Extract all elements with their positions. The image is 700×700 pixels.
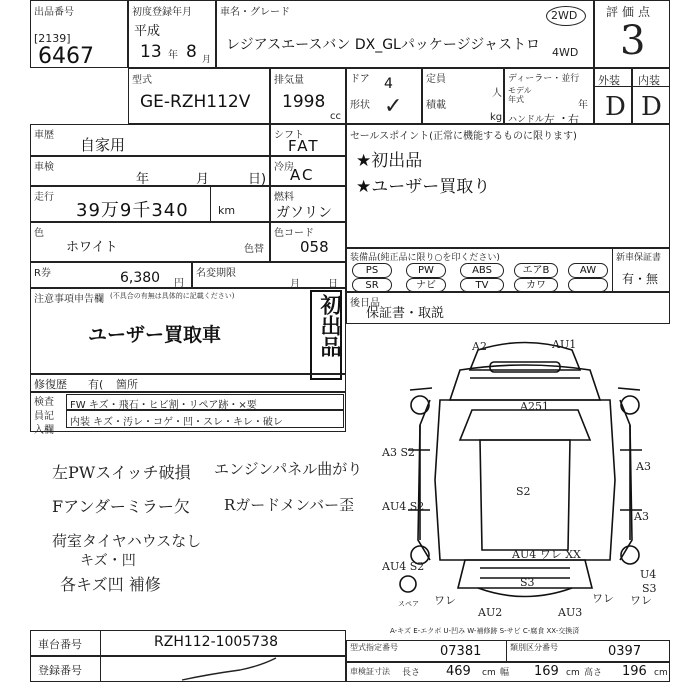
shape-label: 形状 (350, 100, 370, 111)
diagram-mark-crack-left: ワレ (434, 594, 456, 607)
chassis-label: 車台番号 (38, 638, 82, 651)
designation-label: 型式指定番号 (350, 643, 398, 652)
diagram-mark-a3-right: A3 (636, 460, 651, 473)
exterior-value: D (605, 92, 626, 122)
ac-label: 冷房 (274, 162, 294, 173)
equip-pw: PW (406, 263, 446, 278)
capacity-unit: 人 (492, 88, 502, 99)
height-value: 196 (622, 664, 647, 679)
score-value: 3 (620, 18, 646, 64)
diagram-mark-s3-center: S3 (520, 576, 535, 589)
tax-month: 月 (290, 279, 300, 290)
hw-note-2: Fアンダーミラー欠 (52, 497, 190, 516)
mileage-unit-divider (210, 186, 211, 222)
equipment-label: 装備品(純正品に限り○を印ください) (350, 253, 500, 263)
equip-tv: TV (460, 278, 504, 292)
history-box (30, 124, 270, 156)
interior-value: D (641, 92, 662, 122)
model-year-unit: 年 (578, 100, 588, 111)
warranty-divider (612, 248, 613, 292)
recycle-box (30, 262, 192, 288)
mileage-value: 39万9千340 (76, 200, 189, 221)
recycle-unit: 円 (174, 278, 184, 289)
hw-note-3: 荷室タイヤハウスなし (52, 532, 202, 550)
doors-label: ドア (350, 74, 370, 85)
designation-value: 07381 (440, 644, 482, 659)
legend: A-キズ E-エクボ U-凹み W-補修跡 S-サビ C-腐食 XX-交換済 (390, 627, 580, 635)
inspection-box (30, 156, 270, 186)
color-change-label: 色替 (244, 244, 264, 255)
diagram-mark-a3-s2-left: A3 S2 (382, 446, 415, 459)
category-label: 類別区分番号 (510, 643, 558, 652)
reg-year-unit: 年 (168, 50, 178, 61)
reg-label: 登録番号 (38, 664, 82, 677)
load-label: 積載 (426, 100, 446, 111)
notes-label: 注意事項申告欄 (34, 294, 104, 305)
sales-label: セールスポイント(正常に機能するものに限ります) (350, 131, 577, 142)
width-label: 幅 (500, 668, 510, 678)
mileage-unit: km (218, 204, 236, 217)
diagram-mark-au4-s2-left: AU4 S2 (382, 500, 425, 513)
displacement-unit: cc (330, 111, 341, 122)
hw-note-4: キズ・凹 (80, 553, 136, 569)
doors-value: 4 (384, 76, 393, 92)
diagram-mark-a251: A251 (520, 400, 549, 413)
inspector-check-row2: 内装 キズ・汚レ・コゲ・凹・スレ・キレ・破レ (70, 417, 283, 428)
warranty-label: 新車保証書 (616, 253, 662, 263)
equip-ps: PS (352, 263, 392, 278)
exterior-label: 外装 (598, 74, 620, 87)
type-value: GE-RZH112V (140, 92, 251, 112)
equip-navi: ナビ (406, 278, 446, 292)
hw-note-6: エンジンパネル曲がり (214, 460, 363, 478)
color-label: 色 (34, 228, 44, 239)
equip-sr: SR (352, 278, 392, 292)
shift-label: シフト (274, 130, 304, 141)
drive-4wd: 4WD (552, 46, 579, 59)
diagram-mark-au1: AU1 (552, 338, 577, 351)
equip-abs: ABS (460, 263, 504, 278)
recycle-label: R券 (34, 268, 51, 279)
equip-blank (568, 278, 608, 292)
shape-value: ✓ (384, 94, 403, 119)
inspection-month: 月 (196, 172, 210, 187)
equip-aw: AW (568, 263, 608, 278)
mileage-label: 走行 (34, 192, 54, 203)
diagram-mark-crack-right: ワレ (592, 592, 614, 605)
height-unit: cm (654, 668, 668, 678)
first-listing-stamp-text: 初出品 (318, 294, 342, 357)
diagram-mark-au4-s2-rear-left: AU4 S2 (382, 560, 425, 573)
length-unit: cm (482, 668, 496, 678)
reg-month: 8 (186, 42, 197, 62)
lot-number: 6467 (38, 44, 94, 69)
reg-handwritten-stroke (180, 654, 280, 682)
color-code-label: 色コード (274, 228, 314, 239)
diagram-mark-crack-far-right: ワレ (630, 594, 652, 607)
displacement-label: 排気量 (274, 75, 304, 86)
shift-value: FAT (288, 137, 320, 155)
notes-main: ユーザー買取車 (88, 324, 222, 346)
inspector-check-row1: FW キズ・飛石・ヒビ割・リペア跡・×要 (70, 400, 257, 411)
equip-leather: カワ (514, 278, 558, 292)
reg-year: 13 (140, 42, 162, 62)
diagram-mark-au2: AU2 (478, 606, 503, 619)
era: 平成 (134, 24, 161, 39)
inspection-label: 車検 (34, 162, 54, 173)
handle-left: 左 (544, 113, 555, 126)
history-value: 自家用 (80, 136, 126, 154)
type-label: 型式 (132, 75, 152, 86)
documents-label: 後日品 (350, 298, 380, 309)
width-unit: cm (566, 668, 580, 678)
hw-note-5: 各キズ凹 補修 (60, 575, 161, 594)
diagram-mark-a2: A2 (472, 340, 487, 353)
diagram-mark-s2-center: S2 (516, 485, 531, 498)
handle-label: ハンドル (508, 115, 545, 125)
tax-label: 名変期限 (196, 268, 236, 279)
category-value: 0397 (608, 644, 642, 659)
fuel-label: 燃料 (274, 192, 294, 203)
repair-label: 修復歴 (34, 378, 67, 391)
diagram-mark-a3-rear-right: A3 (634, 510, 649, 523)
repair-value: 有( (88, 378, 104, 391)
length-value: 469 (446, 664, 471, 679)
inspector-label: 検査員記入欄 (34, 397, 54, 436)
height-label: 高さ (584, 668, 603, 678)
lot-sub: [2139] (34, 32, 71, 45)
category-divider (506, 640, 507, 662)
capacity-label: 定員 (426, 74, 446, 85)
diagram-mark-au4-crack: AU4 ワレ XX (512, 548, 581, 561)
handle-separator: ・ (558, 112, 569, 125)
fuel-value: ガソリン (276, 205, 332, 221)
inspection-year: 年 (136, 172, 150, 187)
dealer-label: ディーラー・並行 (508, 74, 580, 84)
interior-label: 内装 (638, 74, 660, 87)
diagram-mark-u4: U4 (640, 568, 657, 581)
vehicle-diagram (380, 330, 670, 620)
score-label: 評価点 (606, 5, 655, 19)
tax-day: 日 (328, 279, 338, 290)
repair-unit: 箇所 (116, 378, 138, 391)
equip-airbag: エアB (514, 263, 558, 278)
recycle-value: 6,380 (120, 270, 161, 286)
hw-note-1: 左PWスイッチ破損 (52, 463, 191, 482)
reg-month-unit: 月 (202, 55, 212, 65)
model-label: 車名・グレード (220, 7, 290, 18)
drive-2wd: 2WD (551, 9, 578, 22)
inspection-day: 日) (248, 172, 267, 187)
color-value: ホワイト (66, 240, 118, 255)
warranty-value: 有・無 (622, 272, 659, 286)
sales-line2: ★ユーザー買取り (356, 177, 491, 197)
width-value: 169 (534, 664, 559, 679)
length-label: 長さ (402, 668, 421, 678)
size-label: 車検証寸法 (350, 667, 390, 676)
diagram-mark-au3: AU3 (558, 606, 583, 619)
model-year-label: モデル年式 (508, 86, 532, 104)
first-reg-label: 初度登録年月 (132, 7, 192, 18)
load-unit: kg (490, 112, 503, 123)
hw-note-7: Rガードメンバー歪 (224, 496, 355, 514)
repair-box (30, 374, 346, 392)
diagram-mark-s3-right: S3 (642, 582, 657, 595)
sales-line1: ★初出品 (356, 151, 423, 171)
displacement-value: 1998 (282, 92, 326, 112)
chassis-value: RZH112-1005738 (154, 634, 278, 650)
documents-value: 保証書・取説 (366, 306, 445, 321)
notes-label-sub: (不具合の有無は具体的に記載ください) (110, 292, 235, 300)
history-label: 車歴 (34, 130, 54, 141)
color-code-value: 058 (300, 238, 329, 256)
lot-label: 出品番号 (34, 7, 74, 18)
model-name: レジアスエースバン DX_GLパッケージジャストロ (226, 37, 540, 53)
ac-value: AC (290, 166, 315, 184)
handle-right: 右 (568, 113, 579, 126)
diagram-spare-label: スペア (398, 600, 419, 608)
